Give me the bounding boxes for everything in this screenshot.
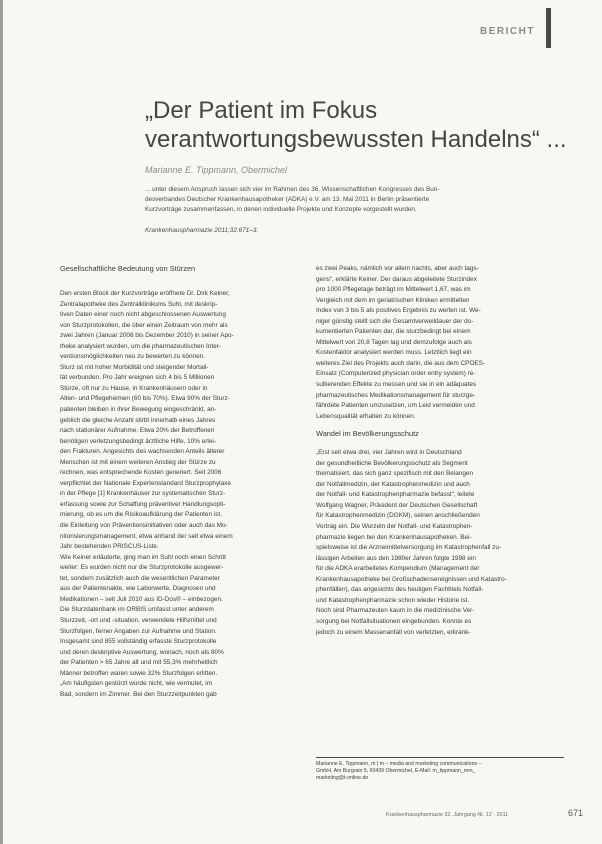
body-line: Zentralapotheke des Zentralklinikums Suhl, mit deskrip- (60, 300, 218, 308)
body-line: Vergleich mit dem im geriatrischen Kliniken ermittelten (316, 296, 470, 304)
body-line: gens“, erklärte Keiner. Der daraus abgeleitete Sturzindex (316, 275, 477, 283)
body-line: pharmazeutisches Medikationsmanagement für sturzge- (316, 391, 476, 399)
body-line: die Einleitung von Präventionsinitiativen oder auch das Mo- (60, 522, 228, 530)
body-line: „Erst seit etwa drei, vier Jahren wird in Deutschland (316, 449, 462, 457)
body-line: rechnen, was entsprechende Kosten generiert. Seit 2006 (60, 469, 222, 477)
footnote-line: Marianne E. Tippmann, m | m – media and marketing communications – (316, 761, 482, 767)
body-line: pharmazie liegen bei den Krankenhausapotheken. Bei- (316, 533, 472, 541)
body-line: lässigen Arbeiten aus den 1980er Jahren folgte 1998 ein (316, 554, 476, 562)
body-line: phenfällen), das angesichts des heutigen Fachtitels Notfall- (316, 586, 484, 594)
body-line: sultierenden Effekte zu messen und sie in ein adäquates (316, 381, 477, 389)
body-line: tät verbunden. Pro Jahr ereignen sich 4 bis 5 Millionen (60, 374, 215, 382)
article-intro (145, 185, 545, 215)
body-line: Mittelwert von 20,8 Tagen lag und demzufolge auch als (316, 338, 472, 346)
body-line: der Patienten > 65 Jahre alt und mit 55,3% mehrheitlich (60, 659, 218, 667)
page-edge-shadow (0, 0, 3, 844)
intro-line: desverbandes Deutscher Krankenhausapotheker (ADKA) e.V. am 13. Mai 2011 in Berlin präsentierte (145, 196, 430, 203)
body-line: der Notfallmedizin, der Katastrophenmedizin und auch (316, 480, 470, 488)
body-line: geblich die gleiche Anzahl stirbt innerhalb eines Jahres (60, 416, 216, 424)
body-line: Männer betroffen waren sowie 32% Sturzfolgen erlitten. (60, 669, 218, 677)
body-line: Kostenfaktor analysiert werden muss. Letztlich liegt ein (316, 349, 472, 357)
body-line: Den ersten Block der Kurzvorträge eröffnete Dr. Dirk Keiner, (60, 290, 230, 297)
body-line: weiter: Es wurden nicht nur die Sturzprotokolle ausgewer- (60, 564, 224, 572)
footnote-line: marketing@t-online.de (316, 775, 369, 781)
body-line: Vortrag ein. Die Wurzeln der Notfall- und Katastrophen- (316, 523, 473, 531)
intro-line: ... unter diesem Anspruch lassen sich vier im Rahmen des 36. Wissenschaftlichen Kongresses des Bun- (145, 186, 440, 193)
body-line: Jahr bestehenden PRISCUS-Liste. (60, 543, 159, 551)
body-line: theke analysiert wurden, um die pharmazeutischen Inter- (60, 342, 221, 350)
citation: Krankenhauspharmazie 2011;32:671–3. (145, 227, 259, 234)
author-line: Marianne E. Tippmann, Obermichel (145, 165, 287, 175)
footnote-divider (316, 757, 564, 758)
body-line: verpflichtet der Nationale Expertenstandard Sturzprophylaxe (60, 479, 231, 487)
body-line: thematisiert, das sich ganz spezifisch mit den Belangen (316, 470, 474, 478)
spacer (60, 276, 310, 289)
body-line: für die ADKA erarbeitetes Kompendium (Management der (316, 565, 480, 573)
body-line: es zwei Peaks, nämlich vor allem nachts, aber auch tags- (316, 265, 479, 272)
body-line: Lebensqualität erhalten zu können. (316, 412, 416, 420)
body-line: der gesundheitliche Bevölkerungsschutz als Segment (316, 459, 468, 467)
body-line: spielsweise ist die Arzneimittelversorgung im Katastrophenfall zu- (316, 544, 502, 552)
body-line: Wie Keiner erläuterte, ging man im Suhl noch einen Schritt (60, 553, 226, 561)
section-heading: Wandel im Bevölkerungsschutz (316, 429, 419, 439)
body-line: erfassung sowie zur Schaffung präventiver Handlungsopti- (60, 500, 226, 508)
body-line: Menschen ist mit einem weiteren Anstieg der Stürze zu (60, 458, 216, 466)
body-line: Sturzfolgen, ferner Angaben zur Aufnahme und Station. (60, 627, 217, 635)
right-column (316, 264, 566, 638)
author-footnote (316, 761, 566, 782)
body-line: nitorisierungsmanagement, etwa anhand der seit etwa einem (60, 532, 233, 540)
body-line: Einsatz (Computerized physician order entry system) re- (316, 370, 476, 378)
body-line: von Sturzprotokollen, die über einen Zeitraum von mehr als (60, 321, 228, 329)
body-line: der Notfall- und Katastrophenpharmazie befasst“, leitete (316, 491, 475, 499)
body-line: Sturzzeit, -ort und -situation, verwendete Hilfsmittel und (60, 616, 217, 624)
body-line: Medikationen – seit Juli 2010 aus ID-Dos® – einbezogen. (60, 595, 223, 603)
body-line: nach stationärer Aufnahme. Etwa 20% der Betroffenen (60, 427, 215, 435)
body-line: für Katastrophenmedizin (DGKM), seinen anschließenden (316, 512, 480, 520)
section-marker-bar (546, 8, 551, 48)
body-line: patienten bleiben in ihrer Bewegung eingeschränkt, an- (60, 406, 217, 414)
section-heading: Gesellschaftliche Bedeutung von Stürzen (60, 264, 196, 273)
body-line: zwei Jahren (Januar 2008 bis Dezember 2010) in seiner Apo- (60, 332, 234, 340)
body-line: fährdete Patienten umzusetzen, um Leid vermeiden und (316, 402, 475, 410)
body-line: Index von 3 bis 5 als positives Ergebnis zu werten ist. We- (316, 307, 481, 315)
body-line: Alten- und Pflegeheimen (60 bis 70%). Etwa 90% der Sturz- (60, 395, 230, 403)
body-line: pro 1000 Pflegetage beträgt im Mittelwert 1,67, was im (316, 286, 471, 294)
body-line: „Am häufigsten gestürzt wurde nicht, wie vermutet, im (60, 680, 213, 688)
body-line: Insgesamt sind 855 vollständig erfasste Sturzprotokolle (60, 638, 217, 646)
body-line: kumentierten Patienten dar, die sturzbedingt bei einem (316, 328, 471, 336)
article-title (145, 96, 565, 154)
journal-reference: Krankenhauspharmazie 32. Jahrgang Nr. 12 · 2011 (386, 812, 509, 818)
body-line: aus der Patientenakte, wie Laborwerte, Diagnosen und (60, 585, 216, 593)
left-column (60, 264, 310, 700)
title-line: verantwortungsbewussten Handelns“ ... (145, 126, 567, 153)
body-line: Krankenhausapotheke bei Großschadensereignissen und Katastro- (316, 575, 507, 583)
body-line: tiven Daten einer noch nicht abgeschlossenen Auswertung (60, 311, 226, 319)
section-label: BERICHT (480, 26, 535, 37)
footnote-line: GmbH, Am Burgrain 5, 60439 Obermichel, E-Mail: m_tippmann_mm_ (316, 768, 476, 774)
spacer (316, 422, 566, 429)
body-line: und Katastrophenpharmazie schon wieder Historie ist. (316, 596, 470, 604)
body-line: tet, sondern zusätzlich auch die wesentlichen Parameter (60, 574, 220, 582)
body-line: Stürze, oft nur zu Hause, in Krankenhäusern oder in (60, 384, 208, 392)
body-line: mierung, ob es um die Risikoaufklärung der Patienten ist, (60, 511, 222, 519)
body-line: weiteres Ziel des Projekts auch darin, die aus dem CPOES- (316, 359, 486, 367)
body-line: niger günstig stellt sich die Gesamtverweildauer der do- (316, 317, 474, 325)
title-line: „Der Patient im Fokus (145, 97, 378, 124)
spacer (316, 441, 566, 448)
body-line: Bad, sondern im Zimmer. Bei den Sturzzeitpunkten gab (60, 690, 217, 698)
body-line: benötigen verletzungsbedingt ärztliche Hilfe, 10% erlei- (60, 437, 216, 445)
intro-line: Kurzvorträge zusammenfassen, in denen individuelle Projekte und Konzepte vorgestellt wurden. (145, 206, 417, 213)
body-line: Die Sturzdatenbank im ORBIS umfasst unter anderem (60, 606, 214, 614)
body-line: Sturz ist mit hoher Morbidität und steigender Mortali- (60, 363, 209, 371)
body-line: Wolfgang Wagner, Präsident der Deutschen Gesellschaft (316, 501, 478, 509)
body-line: in der Pflege [1] Krankenhäuser zur systematischen Sturz- (60, 490, 226, 498)
body-line: den Frakturen. Angesichts des wachsenden Anteils älterer (60, 448, 225, 456)
body-line: und deren deskriptive Auswertung, wonach, noch als 80% (60, 648, 224, 656)
body-line: ventionsmöglichkeiten neu zu bewerten zu können. (60, 353, 205, 361)
body-line: sorgung bei Notfallsituationen eingebunden. Konnte es (316, 617, 472, 625)
page-number: 671 (568, 808, 584, 818)
body-line: jedoch zu einem Massenanfall von verletzten, erkrank- (316, 628, 471, 636)
body-line: Noch sind Pharmazeuten kaum in die medizinische Ver- (316, 607, 475, 615)
